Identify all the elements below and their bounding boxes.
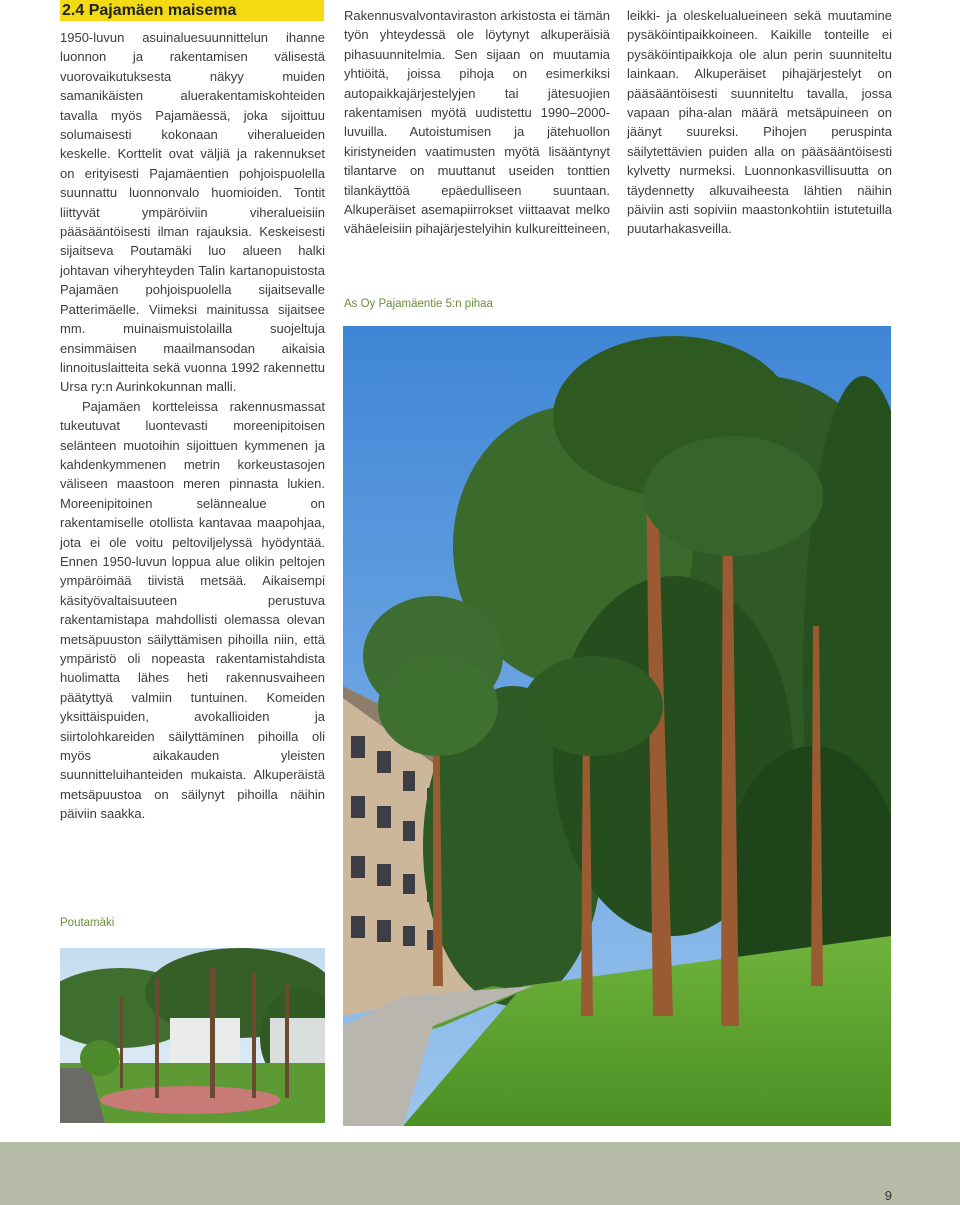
- paragraph-4: leikki- ja oleskelualueineen sekä muutamine pysäköintipaikkoineen. Kaikille tonteille ei pysäköintipaikkoja ole alun perin suunniteltu lainkaan. Alkuperäiset pihajärjestelyt on pääsääntöisesti suunniteltu tavalla, jossa vapaan piha-alan määrä metsäpuineen on jäänyt suureksi. Pihojen peruspinta säilytettävien puiden alla on pääsääntöisesti kylvetty nurmeksi. Luonnonkasvillisuutta on täydennetty alkuvaiheesta lähtien näihin päiviin asti sopiviin maastonkohtiin istutetuilla puutarhakasveilla.: [627, 8, 892, 237]
- footer-band: [0, 1142, 960, 1205]
- page-number: 9: [884, 1188, 892, 1203]
- large-photo-caption: As Oy Pajamäentie 5:n pihaa: [344, 298, 493, 310]
- paragraph-2: Pajamäen kortteleissa rakennusmassat tukeutuvat luontevasti moreenipitoisen selänteen muotoihin sijoittuen kymmenen ja kahdenkymmenen metrin korkeustasojen väliseen maastoon meren pinnasta lukien. Moreenipitoinen selännealue on rakentamiselle otollista kantavaa maapohjaa, jota ei ole voitu peltoviljelyssä hyödyntää. Ennen 1950-luvun loppua alue olikin peltojen ympäröimää tiivistä metsää. Aikaisempi käsityövaltaisuuteen perustuva rakentamistapa mahdollisti olemassa olevan metsäpuuston säilyttämisen pihoilla niin, että ympäristö oli nopeasta rakentamistahdista huolimatta lähes heti rakennusvaiheen päätyttyä valmiin tuntuinen. Komeiden yksittäispuiden, avokallioiden ja siirtolohkareiden säilyttäminen pihoilla oli myös aikakauden yleisten suunnitteluihanteiden mukaista. Alkuperäistä metsäpuustoa on säilynyt pihoilla näihin päiviin saakka.: [60, 398, 325, 822]
- courtyard-photo: [343, 326, 891, 1126]
- paragraph-3: Rakennusvalvontaviraston arkistosta ei tämän työn yhteydessä ole löytynyt alkuperäisiä pihasuunnitelmia. Sen sijaan on muutamia yhtiöitä, joissa pihoja on esimerkiksi autopaikkajärjestelyjen tai jätesuojien rakentamisen myötä uudistettu 1990–2000-luvuilla. Autoistumisen ja jätehuollon kiristyneiden vaatimusten myötä lisääntynyt tilantarve on muuttanut useiden tonttien tilankäyttöä epäedulliseen suuntaan. Alkuperäiset asemapiirrokset viittaavat melko vähäeleisiin pihajärjestelyihin kulkureitteineen,: [344, 8, 610, 237]
- text-column-3: [627, 6, 892, 239]
- paragraph-1: 1950-luvun asuinaluesuunnittelun ihanne luonnon ja rakentamisen välisestä vuorovaikutuksesta näkyy muiden samanikäisten aluerakentamiskohteiden tavalla myös Pajamäessä, joka sijoittuu solumaisesti kokonaan viheralueiden keskelle. Korttelit ovat väljiä ja rakennukset on erityisesti Pajamäentien pohjoispuolella suunnattu luonnonvalo huomioiden. Tontit liittyvät ympäröiviin viheralueisiin pääsääntöisesti ilman rajauksia. Keskeisesti sijaitseva Poutamäki luo alueen halki johtavan viheryhteyden Talin kartanopuistosta Pajamäen pohjoispuolella sijaitsevalle Patterimäelle. Viimeksi mainitussa sijaitsee mm. muinaismuistolailla suojeltuja ensimmäisen maailmansodan aikaisia linnoituslaitteita sekä vuonna 1992 rakennettu Ursa ry:n Aurinkokunnan malli.: [60, 30, 325, 395]
- text-column-2: [344, 6, 610, 239]
- text-column-1: [60, 28, 325, 824]
- small-photo-caption: Poutamäki: [60, 917, 115, 929]
- section-title: 2.4 Pajamäen maisema: [62, 2, 237, 19]
- poutamaki-photo: [60, 948, 325, 1123]
